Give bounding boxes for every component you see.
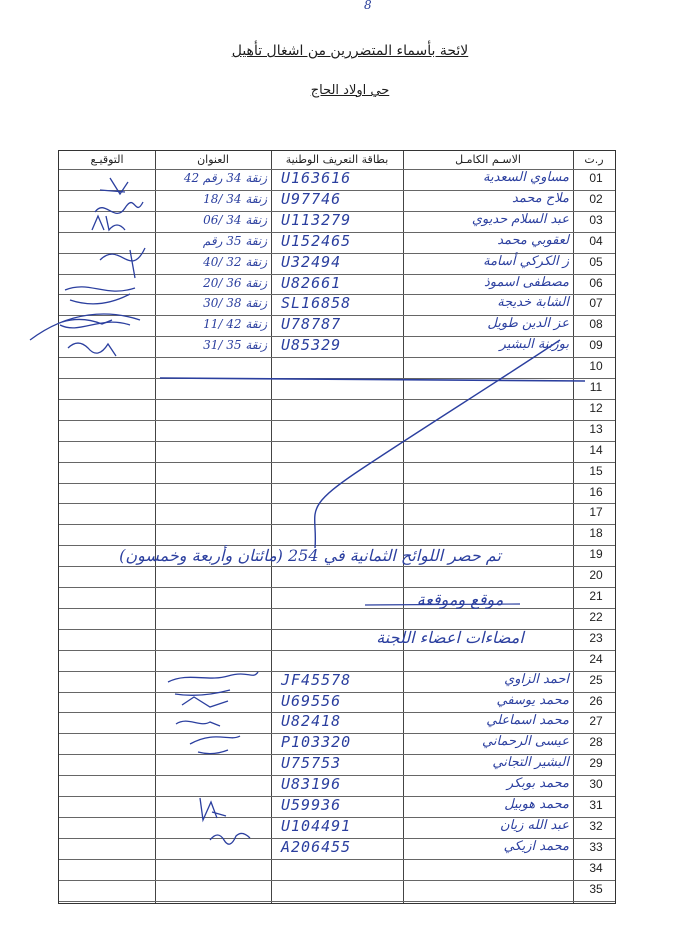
row-number: 20 (589, 568, 603, 583)
row-divider (59, 608, 615, 609)
row-number: 24 (589, 651, 603, 666)
row-number: 31 (589, 798, 603, 812)
handwritten-id-card: U82418 (281, 712, 342, 731)
row-number: 02 (589, 191, 603, 206)
row-number: 07 (589, 296, 603, 311)
row-divider (59, 901, 615, 902)
handwritten-name: الشابة خديجة (497, 295, 569, 311)
row-number: 08 (589, 317, 603, 332)
row-number: 34 (589, 860, 603, 875)
handwritten-signed-note: موقع وموقعة (416, 590, 504, 609)
beneficiaries-table (58, 150, 616, 904)
row-number: 23 (589, 630, 603, 645)
handwritten-id-card: U32494 (281, 252, 342, 271)
header-row-number: ر.ت (584, 153, 604, 166)
row-divider (59, 399, 615, 400)
row-number: 04 (589, 233, 603, 248)
handwritten-name: عز الدين طويل (487, 316, 569, 332)
handwritten-name: ملاح محمد (512, 190, 569, 206)
handwritten-address: زنقة 35 /31 (203, 338, 267, 353)
column-divider (271, 151, 272, 903)
row-number: 14 (589, 442, 603, 457)
handwritten-address: زنقة 34 /18 (203, 191, 267, 206)
handwritten-id-card: U152465 (281, 231, 352, 250)
row-divider (59, 357, 615, 358)
row-divider (59, 566, 615, 567)
handwritten-name: عبد الله زيان (499, 817, 569, 833)
handwritten-address: زنقة 35 رقم (202, 233, 267, 248)
row-number: 16 (589, 484, 603, 499)
row-number: 12 (589, 400, 603, 415)
handwritten-address: زنقة 38 /30 (203, 296, 267, 311)
handwritten-id-card: U104491 (281, 816, 352, 835)
handwritten-name: محمد هوبيل (504, 797, 569, 812)
row-divider (59, 441, 615, 442)
document-subtitle-text: حي اولاد الحاج (310, 83, 390, 98)
column-divider (403, 151, 404, 903)
row-number: 19 (589, 547, 603, 562)
handwritten-name: محمد يوسفي (496, 692, 569, 708)
header-id-card: بطاقة التعريف الوطنية (285, 153, 389, 166)
handwritten-name: محمد بوبكر (506, 776, 569, 792)
handwritten-name: مصطفى اسموذ (484, 274, 569, 290)
row-number: 26 (589, 693, 603, 708)
handwritten-address: زنقة 34 رقم 42 (183, 171, 267, 185)
row-number: 27 (589, 714, 603, 729)
row-number: 09 (589, 338, 603, 353)
row-number: 21 (589, 589, 603, 603)
handwritten-name: لعقوبي محمد (497, 232, 569, 248)
handwritten-name: محمد اسماعلي (486, 713, 569, 729)
row-divider (59, 420, 615, 421)
handwritten-address: زنقة 42 /11 (203, 317, 267, 332)
row-number: 35 (589, 881, 603, 896)
row-number: 10 (589, 359, 603, 374)
handwritten-id-card: P103320 (281, 733, 352, 752)
header-full-name: الاسـم الكامـل (455, 153, 521, 166)
row-number: 13 (589, 421, 603, 436)
handwritten-id-card: U113279 (281, 210, 352, 229)
handwritten-id-card: U75753 (281, 754, 342, 773)
handwritten-name: محمد ازيكي (503, 838, 569, 854)
row-number: 17 (589, 505, 603, 520)
handwritten-id-card: A206455 (281, 837, 352, 856)
row-number: 30 (589, 777, 603, 792)
row-number: 01 (589, 171, 603, 185)
document-subtitle (0, 83, 700, 98)
handwritten-id-card: U82661 (281, 273, 342, 292)
row-number: 33 (589, 839, 603, 854)
handwritten-address: زنقة 36 /20 (203, 275, 267, 290)
handwritten-id-card: U97746 (281, 189, 342, 208)
row-number: 11 (589, 380, 603, 394)
header-address: العنوان (197, 153, 229, 166)
row-divider (59, 524, 615, 525)
handwritten-id-card: U78787 (281, 315, 342, 334)
handwritten-address: زنقة 34 /06 (203, 212, 267, 227)
row-divider (59, 650, 615, 651)
column-divider (573, 151, 574, 903)
row-number: 05 (589, 254, 603, 269)
document-title-text: لائحة بأسماء المتضررين من اشغال تأهيل (231, 43, 469, 59)
handwritten-id-card: U83196 (281, 775, 342, 794)
row-divider (59, 503, 615, 504)
handwritten-name: عيسى الرحماني (482, 734, 569, 750)
handwritten-closing-note: تم حصر اللوائح الثمانية في 254 (مائتان وأربعة وخمسون) (119, 546, 501, 565)
handwritten-address: زنقة 32 /40 (203, 254, 267, 269)
handwritten-name: عبد السلام حديوي (471, 211, 569, 227)
handwritten-id-card: U85329 (281, 336, 342, 355)
column-divider (155, 151, 156, 903)
row-number: 15 (589, 463, 603, 478)
handwritten-name: ز الكركي أسامة (483, 253, 569, 269)
handwritten-id-card: U59936 (281, 796, 342, 814)
handwritten-name: احمد الزاوي (504, 671, 569, 687)
page-number: 8 (364, 0, 372, 12)
row-number: 28 (589, 735, 603, 750)
header-signature: التوقيـع (90, 153, 124, 166)
row-number: 06 (589, 275, 603, 290)
row-number: 29 (589, 756, 603, 771)
document-title (0, 43, 700, 59)
handwritten-name: بوزبنة البشير (499, 337, 569, 353)
handwritten-id-card: U163616 (281, 169, 352, 187)
handwritten-committee-note: امضاءات اعضاء اللجنة (376, 628, 524, 647)
row-divider (59, 462, 615, 463)
handwritten-name: مساوي السعدية (483, 170, 569, 185)
row-number: 03 (589, 212, 603, 227)
row-divider (59, 587, 615, 588)
handwritten-name: البشير التجاني (492, 755, 569, 771)
row-number: 22 (589, 609, 603, 624)
row-number: 18 (589, 526, 603, 541)
row-number: 32 (589, 818, 603, 833)
row-number: 25 (589, 672, 603, 687)
handwritten-id-card: JF45578 (281, 670, 352, 689)
row-divider (59, 880, 615, 881)
row-divider (59, 378, 615, 379)
row-divider (59, 483, 615, 484)
handwritten-id-card: U69556 (281, 691, 342, 710)
row-divider (59, 859, 615, 860)
handwritten-id-card: SL16858 (281, 294, 352, 313)
